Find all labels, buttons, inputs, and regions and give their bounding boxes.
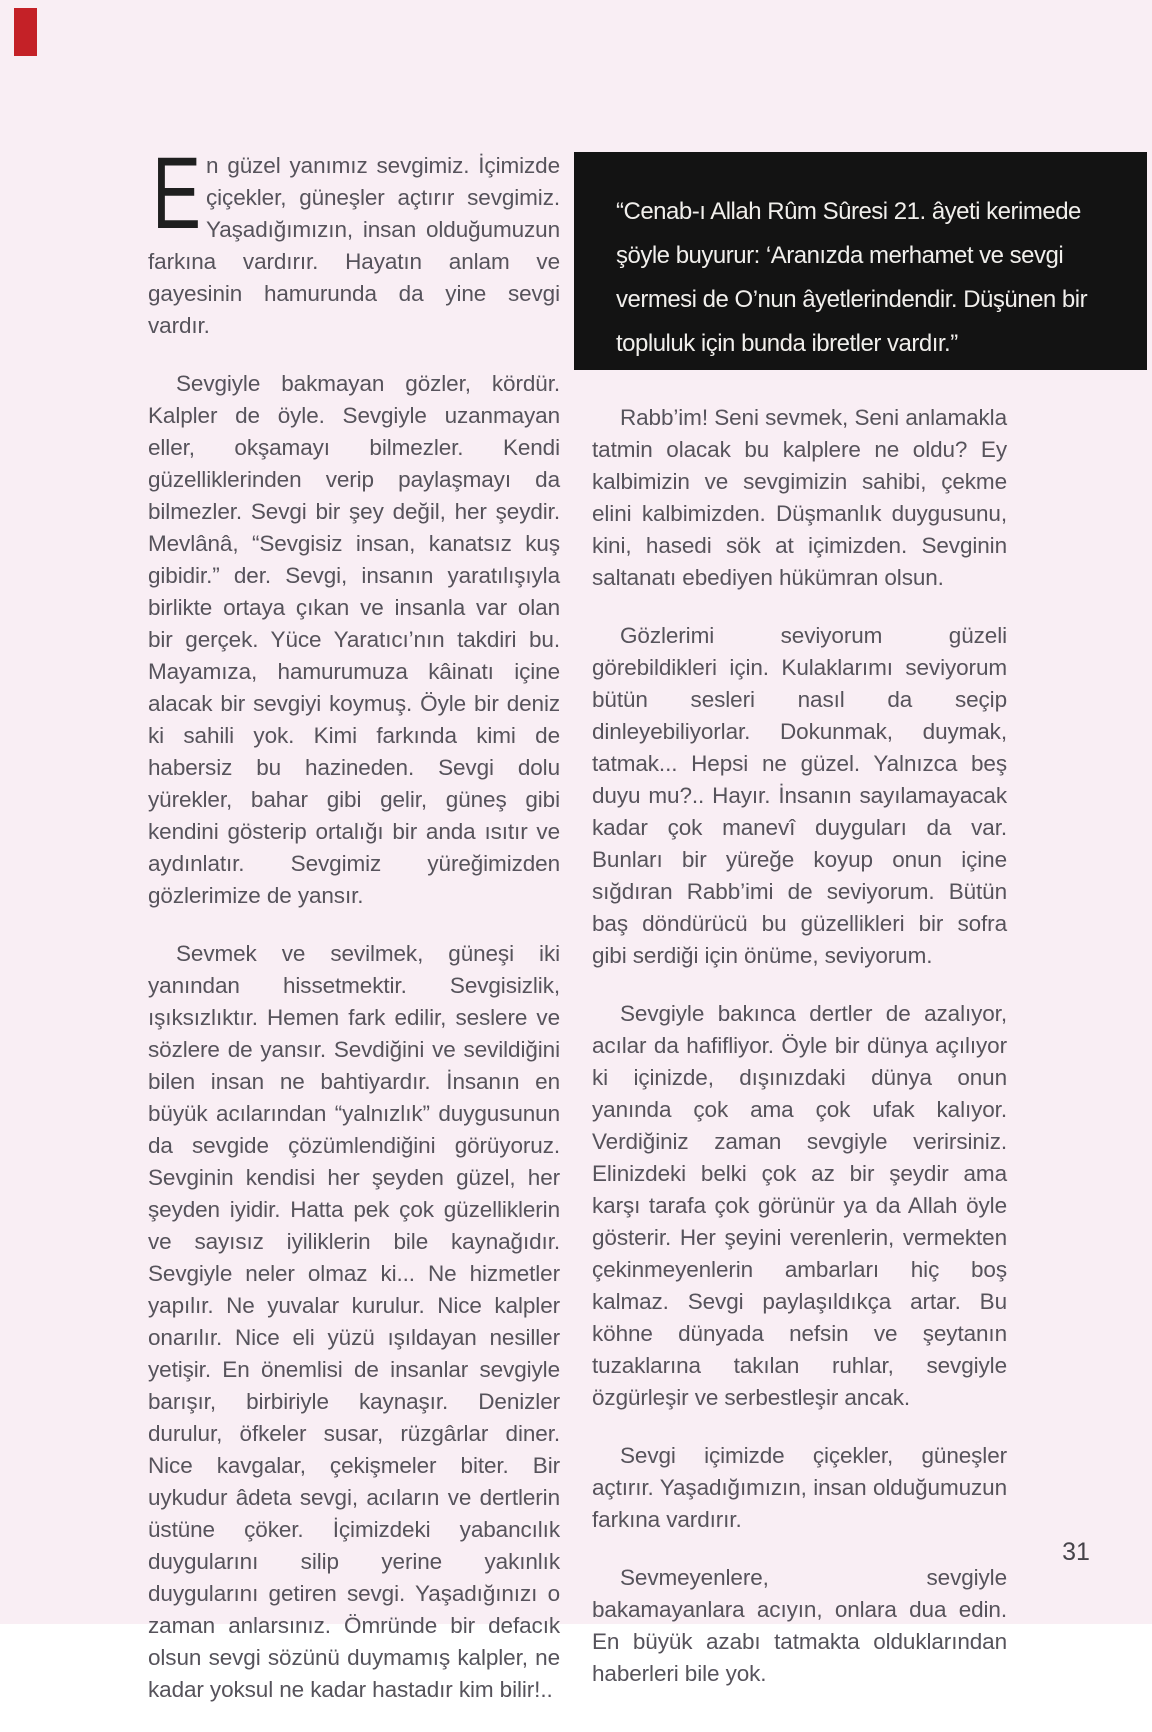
paragraph: Gözlerimi seviyorum güzeli görebildikleri için. Kulaklarımı seviyorum bütün sesleri nasıl da seçip dinleyebiliyorlar. Dokunmak, duymak, tatmak... Hepsi ne güzel. Yalnızca beş duyu mu?.. Hayır. İnsanın sayılamayacak kadar çok manevî duyguları da var. Bunları bir yüreğe koyup onun içine sığdıran Rabb’imi de seviyorum. Bütün baş döndürücü bu güzellikleri bir sofra gibi serdiği için önüme, seviyorum. <box>592 623 1007 968</box>
red-accent-bar <box>14 8 37 56</box>
opening-paragraph <box>148 136 560 342</box>
paragraph: Sevgiyle bakmayan gözler, kördür. Kalpler de öyle. Sevgiyle uzanmayan eller, okşamayı bilmezler. Kendi güzelliklerinden verip paylaşmayı da bilmezler. Sevgi bir şey değil, her şeydir. Mevlânâ, “Sevgisiz insan, kanatsız kuş gibidir.” der. Sevgi, insanın yaratılışıyla birlikte ortaya çıkan ve insanla var olan bir gerçek. Yüce Yaratıcı’nın takdiri bu. Mayamıza, hamurumuza kâinatı içine alacak bir sevgiyi koymuş. Öyle bir deniz ki sahili yok. Kimi farkında kimi de habersiz bu hazineden. Sevgi dolu yürekler, bahar gibi gelir, güneş gibi kendini gösterip ortalığı bir anda ısıtır ve aydınlatır. Sevgimiz yüreğimizden gözlerimize de yansır. <box>148 371 560 908</box>
paragraph: Sevgiyle bakınca dertler de azalıyor, acılar da hafifliyor. Öyle bir dünya açılıyor ki içinizde, dışınızdaki dünya onun yanında çok ama çok ufak kalıyor. Verdiğiniz zaman sevgiyle verirsiniz. Elinizdeki belki çok az bir şeydir ama karşı tarafa çok görünür ya da Allah öyle gösterir. Her şeyini verenlerin, vermekten çekinmeyenlerin ambarları hiç boş kalmaz. Sevgi paylaşıldıkça artar. Bu köhne dünyada nefsin ve şeytanın tuzaklarına takılan ruhlar, sevgiyle özgürleşir ve serbestleşir ancak. <box>592 1001 1007 1410</box>
quote-text: “Cenab-ı Allah Rûm Sûresi 21. âyeti kerimede şöyle buyurur: ‘Aranızda merhamet ve sevgi vermesi de O’nun âyetlerindendir. Düşünen bir topluluk için bunda ibretler vardır.” <box>616 198 1088 357</box>
paragraph: Rabb’im! Seni sevmek, Seni anlamakla tatmin olacak bu kalplere ne oldu? Ey kalbimizin ve sevgimizin sahibi, çekme elini kalbimizden. Düşmanlık duygusunu, kini, hasedi sök at içimizden. Sevginin saltanatı ebediyen hükümran olsun. <box>592 405 1007 590</box>
quote-box <box>574 152 1147 370</box>
left-column <box>148 136 560 1732</box>
paragraph: Sevmeyenlere, sevgiyle bakamayanlara acıyın, onlara dua edin. En büyük azabı tatmakta olduklarından haberleri bile yok. <box>592 1565 1007 1686</box>
right-column <box>592 402 1007 1716</box>
paragraph: Sevmek ve sevilmek, güneşi iki yanından hissetmektir. Sevgisizlik, ışıksızlıktır. Hemen fark edilir, seslere ve sözlere de yansır. Sevdiğini ve sevildiğini bilen insan ne bahtiyardır. İnsanın en büyük acılarından “yalnızlık” duygusunun da sevgide çözümlendiğini görüyoruz. Sevginin kendisi her şeyden güzel, her şeyden iyidir. Hatta pek çok güzelliklerin ve sayısız iyiliklerin bile kaynağıdır. Sevgiyle neler olmaz ki... Ne hizmetler yapılır. Ne yuvalar kurulur. Nice kalpler onarılır. Nice eli yüzü ışıldayan nesiller yetişir. En önemlisi de insanlar sevgiyle barışır, birbiriyle kaynaşır. Denizler durulur, öfkeler susar, rüzgârlar diner. Nice kavgalar, çekişmeler biter. Bir uykudur âdeta sevgi, acıların ve dertlerin üstüne çöker. İçimizdeki yabancılık duygularını silip yerine yakınlık duygularını getiren sevgi. Yaşadığınızı o zaman anlarsınız. Ömründe bir defacık olsun sevgi sözünü duymamış kalpler, ne kadar yoksul ne kadar hastadır kim bilir!.. <box>148 941 560 1702</box>
paragraph: Sevgi içimizde çiçekler, güneşler açtırır. Yaşadığımızın, insan olduğumuzun farkına vardırır. <box>592 1443 1007 1532</box>
drop-cap: E <box>152 136 201 250</box>
page-number: 31 <box>1062 1538 1090 1566</box>
paragraph-text: n güzel yanımız sevgimiz. İçimizde çiçekler, güneşler açtırır sevgimiz. Yaşadığımızın, insan olduğumuzun farkına vardırır. Hayatın anlam ve gayesinin hamurunda da yine sevgi vardır. <box>148 153 560 338</box>
